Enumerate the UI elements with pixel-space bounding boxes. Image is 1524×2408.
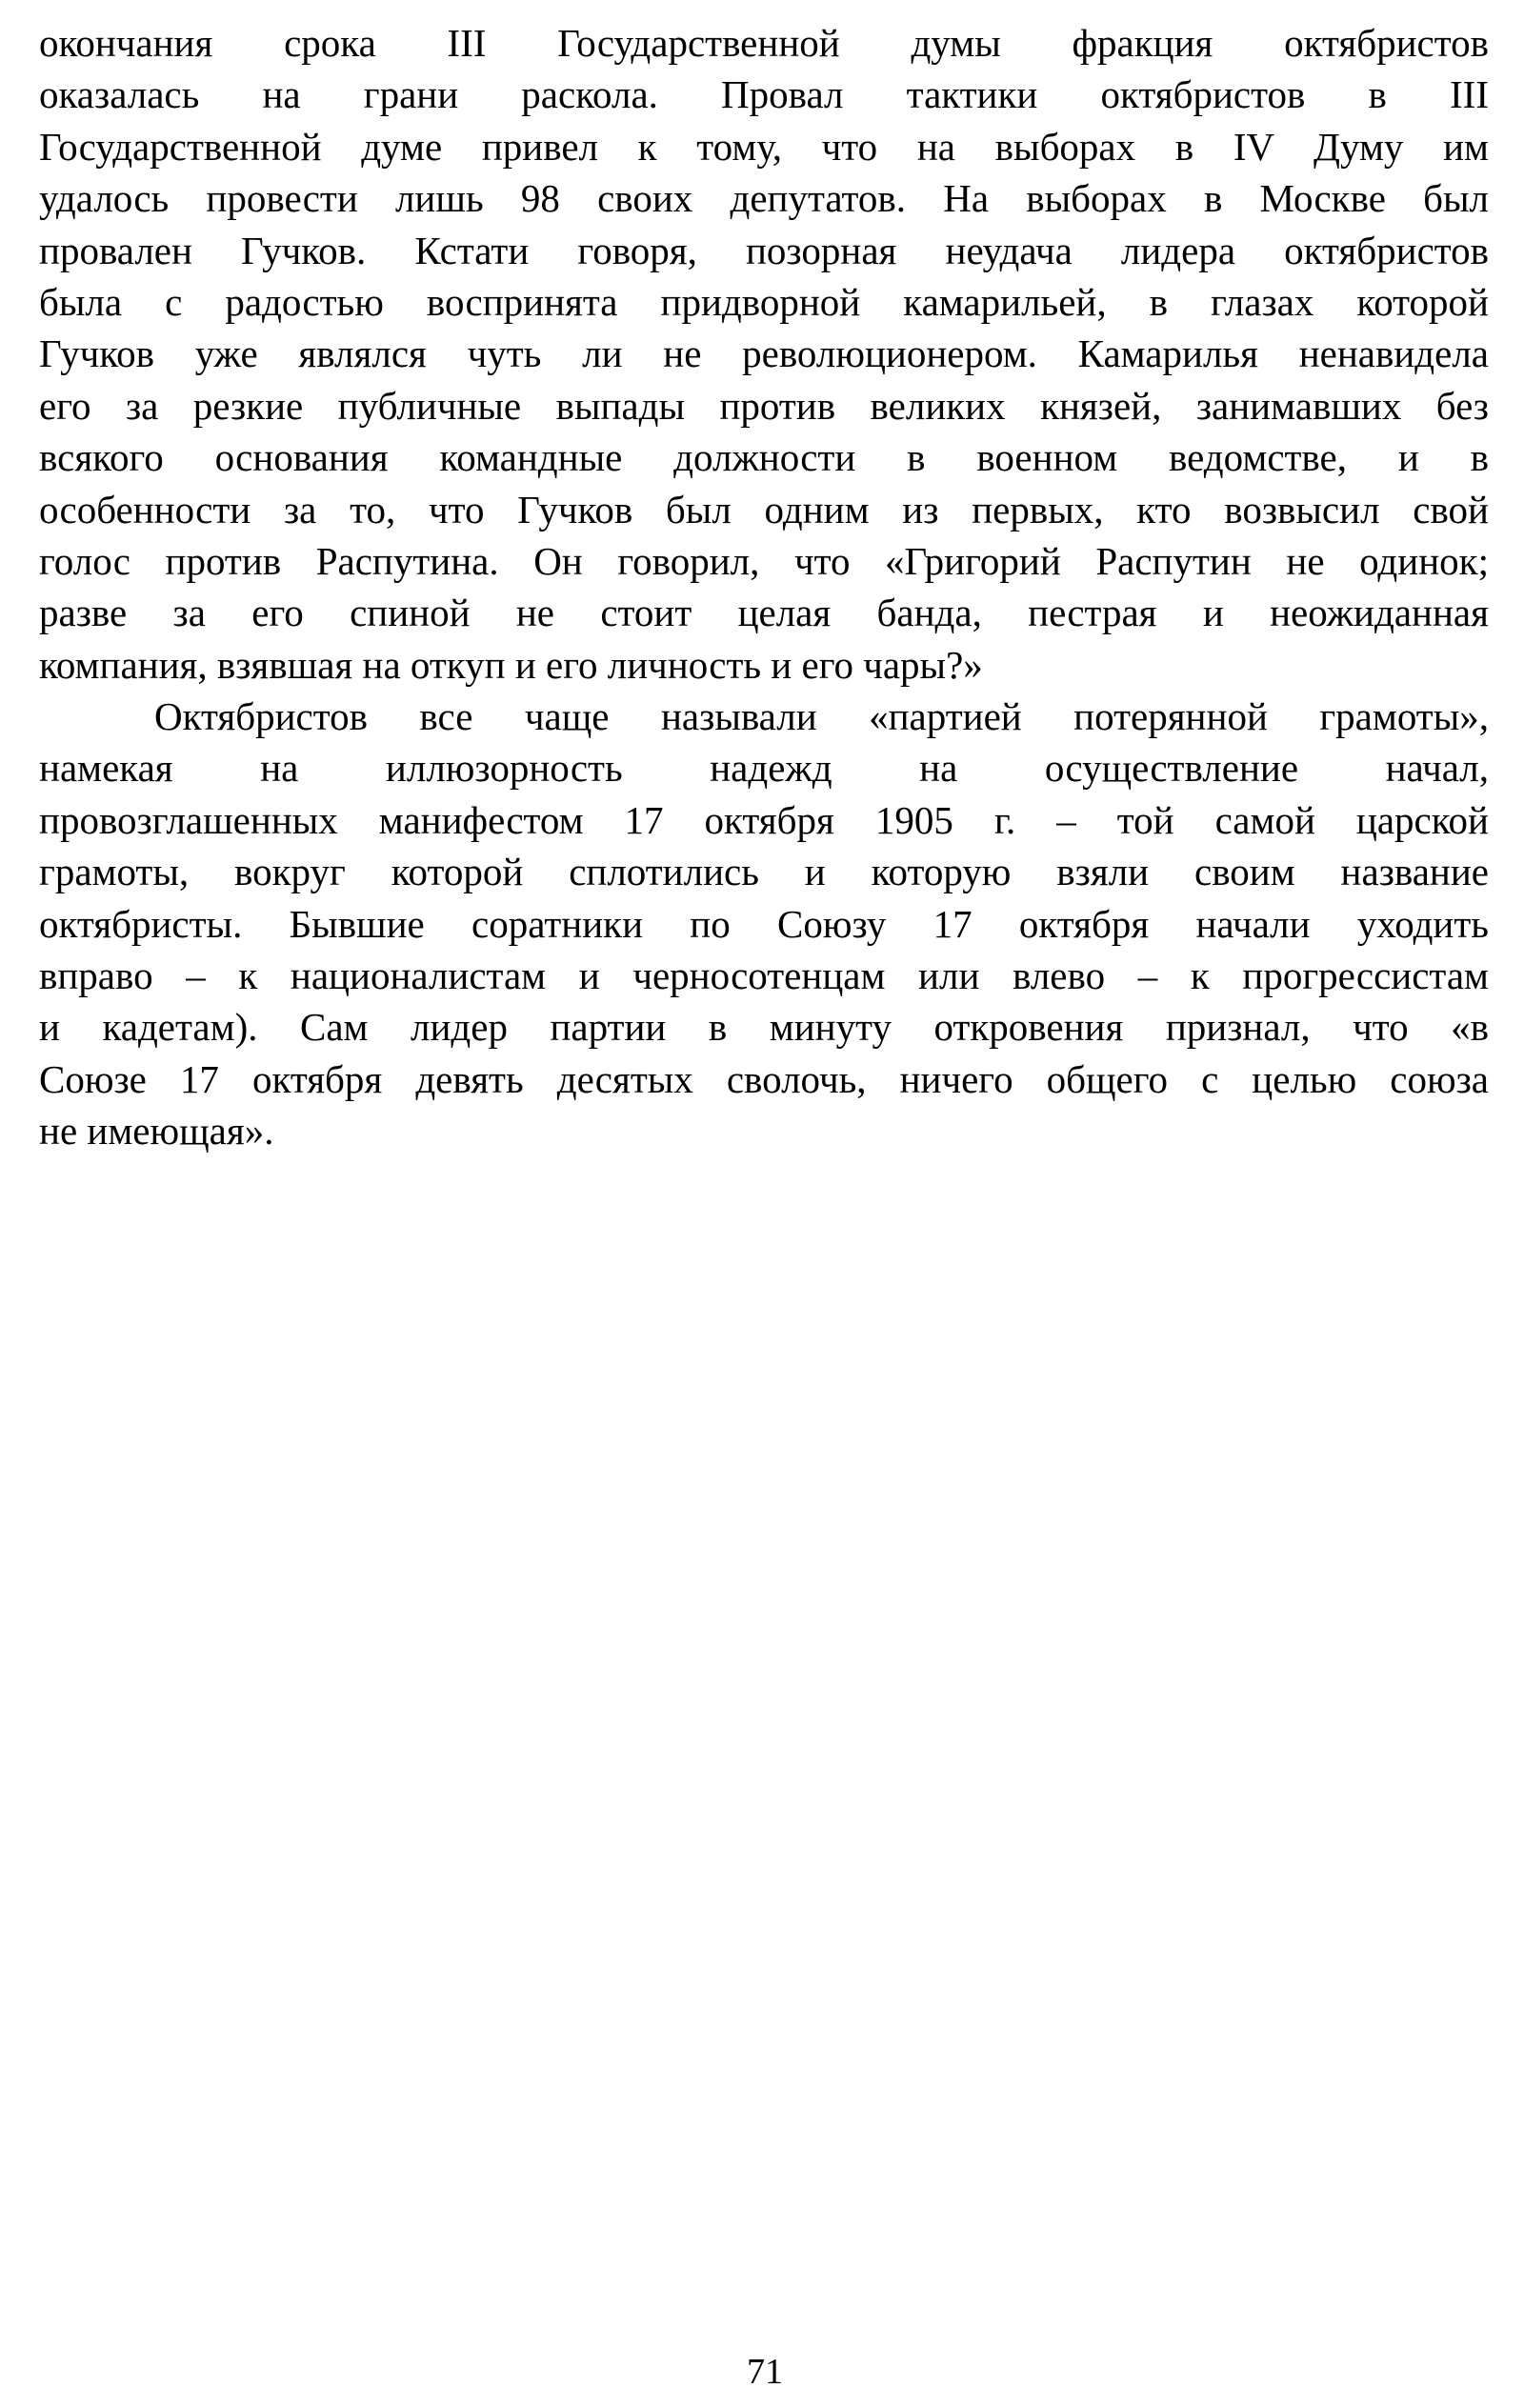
- page-body: [39, 17, 1489, 1157]
- text-line: Гучков уже являлся чуть ли не революционером. Камарилья ненавидела: [39, 331, 1489, 376]
- text-line: Октябристов все чаще называли «партией потерянной грамоты»,: [154, 694, 1489, 739]
- text-line: Государственной думе привел к тому, что на выборах в IV Думу им: [39, 124, 1489, 169]
- text-line: грамоты, вокруг которой сплотились и которую взяли своим название: [39, 850, 1489, 894]
- text-line: особенности за то, что Гучков был одним из первых, кто возвысил свой: [39, 487, 1489, 532]
- text-line: всякого основания командные должности в военном ведомстве, и в: [39, 435, 1489, 480]
- text-line: разве за его спиной не стоит целая банда, пестрая и неожиданная: [39, 591, 1489, 635]
- paragraph-1: [39, 17, 1489, 691]
- text-line: голос против Распутина. Он говорил, что «Григорий Распутин не одинок;: [39, 538, 1489, 583]
- text-line: намекая на иллюзорность надежд на осуществление начал,: [39, 746, 1489, 791]
- page-number: 71: [747, 2352, 783, 2392]
- text-line: была с радостью воспринята придворной камарильей, в глазах которой: [39, 279, 1489, 324]
- text-line: и кадетам). Сам лидер партии в минуту откровения признал, что «в: [39, 1005, 1489, 1050]
- text-line: компания, взявшая на откуп и его личность и его чары?»: [39, 642, 983, 687]
- paragraph-2: [39, 691, 1489, 1157]
- text-line: окончания срока III Государственной думы фракция октябристов: [39, 21, 1489, 65]
- text-line: оказалась на грани раскола. Провал тактики октябристов в III: [39, 72, 1489, 117]
- text-line: Союзе 17 октября девять десятых сволочь, ничего общего с целью союза: [39, 1056, 1489, 1101]
- text-line: не имеющая».: [39, 1109, 274, 1154]
- text-line: провален Гучков. Кстати говоря, позорная неудача лидера октябристов: [39, 228, 1489, 272]
- text-line: провозглашенных манифестом 17 октября 1905 г. – той самой царской: [39, 797, 1489, 842]
- text-line: его за резкие публичные выпады против великих князей, занимавших без: [39, 383, 1489, 428]
- text-line: октябристы. Бывшие соратники по Союзу 17 октября начали уходить: [39, 901, 1489, 946]
- text-line: удалось провести лишь 98 своих депутатов. На выборах в Москве был: [39, 176, 1489, 221]
- text-line: вправо – к националистам и черносотенцам или влево – к прогрессистам: [39, 953, 1489, 998]
